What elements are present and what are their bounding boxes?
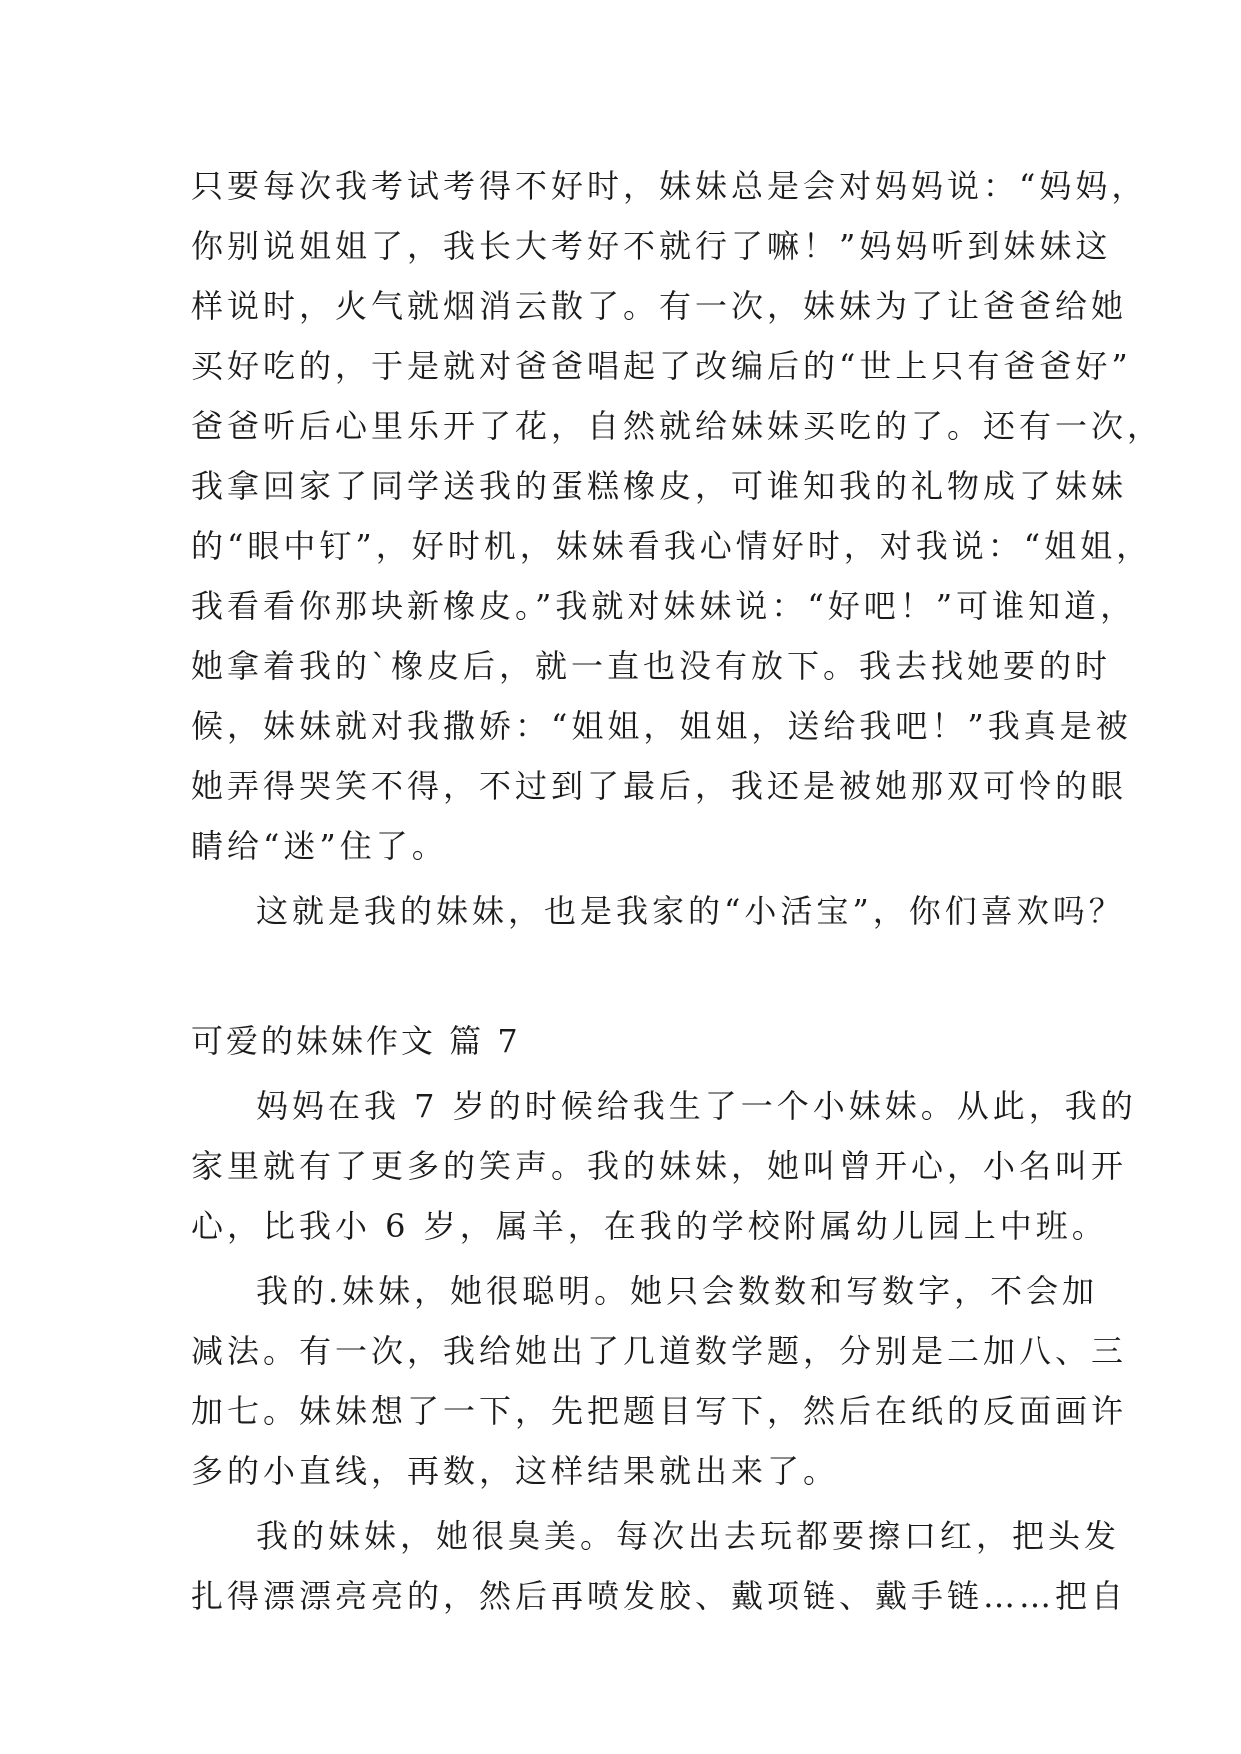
text-line: 减法。有一次，我给她出了几道数学题，分别是二加八、三 — [191, 1332, 1128, 1370]
text-line: 她拿着我的`橡皮后，就一直也没有放下。我去找她要的时 — [191, 647, 1112, 685]
text-line: 加七。妹妹想了一下，先把题目写下，然后在纸的反面画许 — [191, 1392, 1128, 1430]
text-line: 我拿回家了同学送我的蛋糕橡皮，可谁知我的礼物成了妹妹 — [191, 467, 1128, 505]
text-line: 候，妹妹就对我撒娇：“姐姐，姐姐，送给我吧！”我真是被 — [191, 707, 1132, 745]
text-line: 只要每次我考试考得不好时，妹妹总是会对妈妈说：“妈妈， — [191, 167, 1148, 205]
text-line: 我的妹妹，她很臭美。每次出去玩都要擦口红，把头发 — [256, 1517, 1121, 1555]
text-line: 买好吃的，于是就对爸爸唱起了改编后的“世上只有爸爸好” — [191, 347, 1132, 385]
text-line: 睛给“迷”住了。 — [191, 827, 448, 865]
text-line: 她弄得哭笑不得，不过到了最后，我还是被她那双可怜的眼 — [191, 767, 1128, 805]
text-line: 爸爸听后心里乐开了花，自然就给妹妹买吃的了。还有一次， — [191, 407, 1164, 445]
text-line: 我的.妹妹，她很聪明。她只会数数和写数字，不会加 — [256, 1272, 1099, 1310]
text-line: 你别说姐姐了，我长大考好不就行了嘛！”妈妈听到妹妹这 — [191, 227, 1112, 265]
text-line: 妈妈在我 7 岁的时候给我生了一个小妹妹。从此，我的 — [256, 1087, 1137, 1125]
text-line: 心，比我小 6 岁，属羊，在我的学校附属幼儿园上中班。 — [191, 1207, 1108, 1245]
text-line: 多的小直线，再数，这样结果就出来了。 — [191, 1452, 840, 1490]
closing-line: 这就是我的妹妹，也是我家的“小活宝”，你们喜欢吗？ — [256, 892, 1125, 930]
text-line: 扎得漂漂亮亮的，然后再喷发胶、戴项链、戴手链……把自 — [191, 1577, 1128, 1615]
text-line: 我看看你那块新橡皮。”我就对妹妹说：“好吧！”可谁知道， — [191, 587, 1137, 625]
text-line: 样说时，火气就烟消云散了。有一次，妹妹为了让爸爸给她 — [191, 287, 1128, 325]
text-line: 的“眼中钉”，好时机，妹妹看我心情好时，对我说：“姐姐， — [191, 527, 1153, 565]
text-line: 家里就有了更多的笑声。我的妹妹，她叫曾开心，小名叫开 — [191, 1147, 1128, 1185]
section-heading: 可爱的妹妹作文 篇 7 — [191, 1022, 521, 1060]
